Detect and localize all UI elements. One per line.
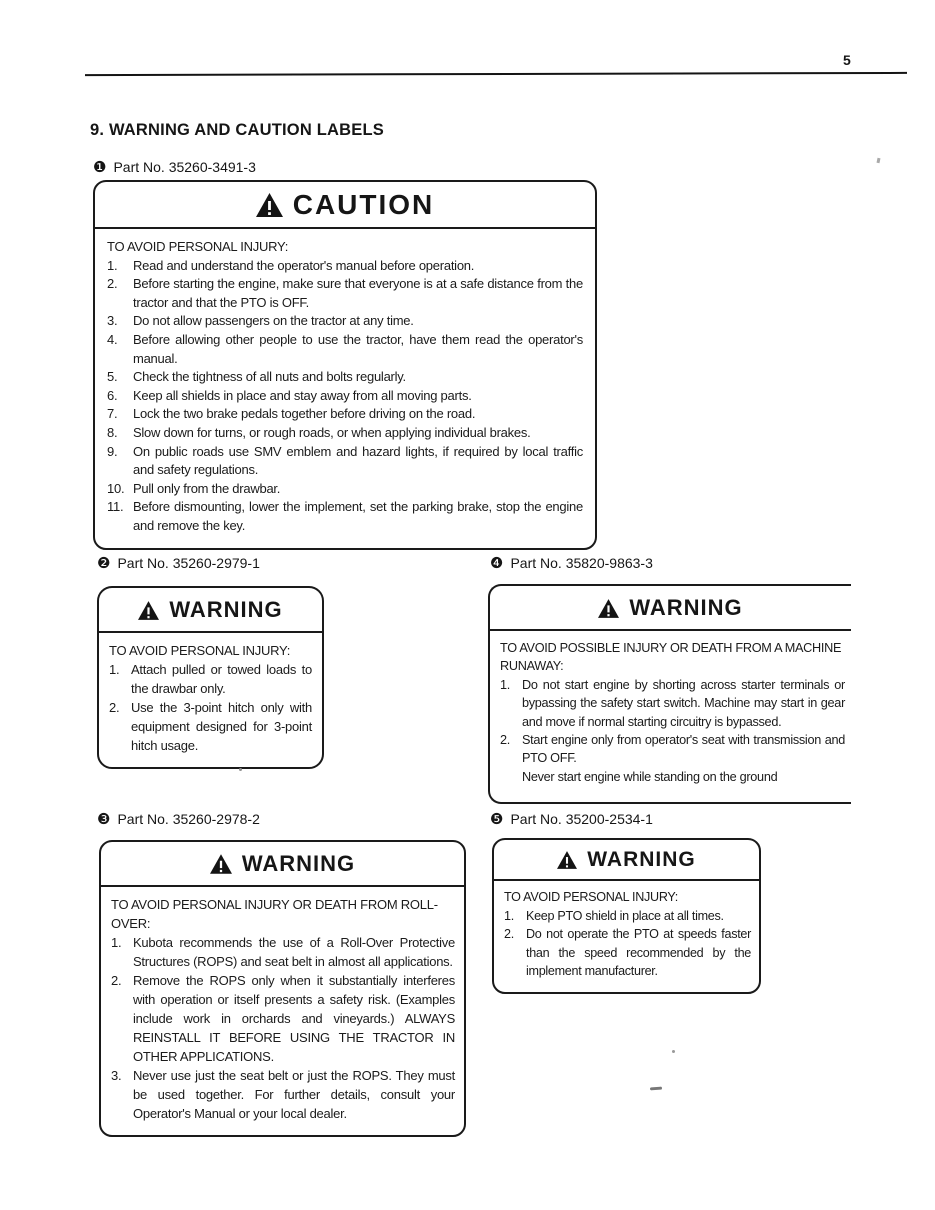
list-item bbox=[504, 925, 751, 981]
list-item-number bbox=[500, 768, 522, 786]
list-item-number: 4. bbox=[107, 331, 118, 347]
list-item-number: 2. bbox=[107, 276, 118, 292]
list-item-text: Pull only from the drawbar. bbox=[133, 480, 281, 496]
label-intro: TO AVOID PERSONAL INJURY: bbox=[504, 890, 678, 904]
list-item bbox=[107, 405, 583, 424]
list-item-text: Check the tightness of all nuts and bolts regularly. bbox=[133, 369, 406, 385]
list-item bbox=[111, 1066, 455, 1123]
section-title: 9. WARNING AND CAUTION LABELS bbox=[90, 121, 384, 139]
label-body bbox=[494, 881, 759, 992]
list-item bbox=[107, 424, 583, 443]
list-item-text: Use the 3-point hitch only with equipment designed for 3-point hitch usage. bbox=[131, 700, 312, 753]
label-body bbox=[101, 887, 464, 1135]
circled-number-5-icon: ❺ bbox=[490, 810, 504, 828]
label-body bbox=[99, 633, 322, 767]
safety-alert-icon bbox=[598, 599, 619, 618]
list-item-text: Do not operate the PTO at speeds faster than the speed recommended by the implement manufacturer. bbox=[526, 927, 751, 979]
scan-artifact bbox=[877, 158, 881, 164]
part-number-line bbox=[490, 555, 653, 571]
part-number-line bbox=[93, 159, 256, 175]
list-item bbox=[111, 971, 455, 1066]
list-item-number: 1. bbox=[500, 677, 510, 692]
list-item-number: 11. bbox=[107, 499, 124, 515]
warning-label-box bbox=[488, 584, 851, 804]
list-item-text: Do not allow passengers on the tractor at any time. bbox=[133, 313, 414, 329]
label-intro: TO AVOID POSSIBLE INJURY OR DEATH FROM A MACHINE RUNAWAY: bbox=[500, 641, 842, 674]
list-item-number: 7. bbox=[107, 406, 118, 422]
list-item-number: 3. bbox=[107, 313, 118, 329]
list-item-text: Never use just the seat belt or just the ROPS. They must be used together. For further details, consult your Operator's Manual or your local dealer. bbox=[133, 1068, 455, 1121]
scan-artifact bbox=[650, 1087, 662, 1091]
list-item-number: 5. bbox=[107, 369, 118, 385]
list-item-text: Start engine only from operator's seat with transmission and PTO OFF. bbox=[522, 733, 845, 766]
list-item bbox=[109, 698, 312, 755]
page-number: 5 bbox=[843, 52, 851, 68]
list-item bbox=[500, 676, 845, 731]
label-intro: TO AVOID PERSONAL INJURY: bbox=[107, 239, 289, 254]
warning-label-box bbox=[97, 586, 324, 769]
list-item bbox=[107, 498, 583, 535]
list-item-number: 1. bbox=[111, 935, 122, 950]
list-item-text: Keep PTO shield in place at all times. bbox=[526, 908, 724, 923]
circled-number-1-icon: ❶ bbox=[93, 158, 107, 176]
list-item-text: Read and understand the operator's manual before operation. bbox=[133, 257, 475, 273]
list-item-number: 1. bbox=[107, 257, 118, 273]
circled-number-4-icon: ❹ bbox=[490, 554, 504, 572]
scan-artifact bbox=[239, 768, 242, 771]
list-item-text: Do not start engine by shorting across starter terminals or bypassing the safety start switch. Machine may start in gear and move if normal starting circuitry is bypassed. bbox=[522, 677, 845, 729]
label-intro: TO AVOID PERSONAL INJURY: bbox=[109, 643, 291, 658]
scan-artifact bbox=[672, 1050, 675, 1053]
circled-number-3-icon: ❸ bbox=[97, 810, 111, 828]
label-item-list bbox=[504, 907, 751, 981]
safety-alert-icon bbox=[138, 601, 159, 620]
list-item bbox=[107, 368, 583, 387]
label-title: WARNING bbox=[169, 597, 283, 622]
part-number-text: Part No. 35200-2534-1 bbox=[510, 811, 653, 827]
list-item-number: 3. bbox=[111, 1068, 122, 1083]
label-item-list bbox=[111, 933, 455, 1123]
part-number-line bbox=[97, 811, 260, 827]
label-title: CAUTION bbox=[292, 189, 435, 220]
list-item-number: 1. bbox=[504, 908, 514, 923]
warning-label-box bbox=[492, 838, 761, 994]
label-header bbox=[101, 842, 464, 887]
label-header bbox=[490, 586, 851, 631]
warning-label-box bbox=[99, 840, 466, 1137]
list-item-text: Before dismounting, lower the implement, set the parking brake, stop the engine and remove the key. bbox=[133, 499, 583, 533]
list-item bbox=[500, 768, 845, 786]
part-number-text: Part No. 35260-2978-2 bbox=[117, 811, 260, 827]
list-item-number: 2. bbox=[500, 733, 510, 748]
list-item-number: 2. bbox=[111, 973, 122, 988]
list-item-number: 10. bbox=[107, 480, 125, 496]
label-title: WARNING bbox=[241, 851, 356, 876]
list-item bbox=[107, 331, 583, 368]
list-item-text: Remove the ROPS only when it substantially interferes with operation or itself presents a safety risk. (Examples include work in orchards and vineyards.) ALWAYS REINSTALL IT BEFORE USING THE TRACTOR IN OTHER APPLICATIONS. bbox=[133, 973, 455, 1064]
list-item-text: Kubota recommends the use of a Roll-Over Protective Structures (ROPS) and seat belt in almost all applications. bbox=[133, 935, 455, 969]
label-intro: TO AVOID PERSONAL INJURY OR DEATH FROM ROLL-OVER: bbox=[111, 897, 438, 931]
list-item bbox=[107, 257, 583, 276]
label-item-list bbox=[107, 257, 583, 536]
label-header bbox=[99, 588, 322, 633]
label-item-list bbox=[500, 676, 845, 786]
list-item bbox=[107, 312, 583, 331]
label-header bbox=[494, 840, 759, 881]
list-item-text: Before allowing other people to use the tractor, have them read the operator's manual. bbox=[133, 331, 583, 366]
list-item-number: 9. bbox=[107, 443, 118, 459]
list-item bbox=[500, 731, 845, 768]
label-item-list bbox=[109, 660, 312, 755]
safety-alert-icon bbox=[557, 851, 577, 869]
list-item bbox=[107, 443, 583, 480]
part-number-line bbox=[97, 555, 260, 571]
list-item-text: Keep all shields in place and stay away from all moving parts. bbox=[133, 387, 472, 403]
header-rule bbox=[85, 72, 907, 76]
part-number-text: Part No. 35260-2979-1 bbox=[117, 555, 260, 571]
list-item-number: 2. bbox=[109, 700, 120, 715]
list-item-number: 1. bbox=[109, 662, 120, 677]
list-item-number: 6. bbox=[107, 387, 118, 403]
list-item bbox=[107, 275, 583, 312]
part-number-line bbox=[490, 811, 653, 827]
list-item bbox=[107, 387, 583, 406]
circled-number-2-icon: ❷ bbox=[97, 554, 111, 572]
label-body bbox=[95, 229, 595, 548]
list-item bbox=[109, 660, 312, 698]
label-body bbox=[490, 631, 851, 796]
label-title: WARNING bbox=[587, 848, 696, 871]
list-item-text: On public roads use SMV emblem and hazard lights, if required by local traffic and safety regulations. bbox=[133, 443, 583, 478]
list-item-number: 8. bbox=[107, 424, 118, 440]
list-item-text: Slow down for turns, or rough roads, or when applying individual brakes. bbox=[133, 424, 531, 440]
list-item-text: Before starting the engine, make sure that everyone is at a safe distance from the tractor and that the PTO is OFF. bbox=[133, 276, 583, 310]
list-item-text: Never start engine while standing on the ground bbox=[522, 769, 778, 784]
part-number-text: Part No. 35260-3491-3 bbox=[113, 159, 256, 175]
part-number-text: Part No. 35820-9863-3 bbox=[510, 555, 653, 571]
list-item bbox=[107, 480, 583, 499]
list-item-text: Attach pulled or towed loads to the drawbar only. bbox=[131, 662, 312, 696]
safety-alert-icon bbox=[210, 854, 232, 874]
label-header bbox=[95, 182, 595, 229]
safety-alert-icon bbox=[256, 193, 283, 217]
list-item-text: Lock the two brake pedals together before driving on the road. bbox=[133, 406, 476, 422]
label-title: WARNING bbox=[629, 595, 743, 620]
list-item-number: 2. bbox=[504, 927, 514, 942]
list-item bbox=[111, 933, 455, 971]
caution-label-box bbox=[93, 180, 597, 550]
list-item bbox=[504, 907, 751, 926]
